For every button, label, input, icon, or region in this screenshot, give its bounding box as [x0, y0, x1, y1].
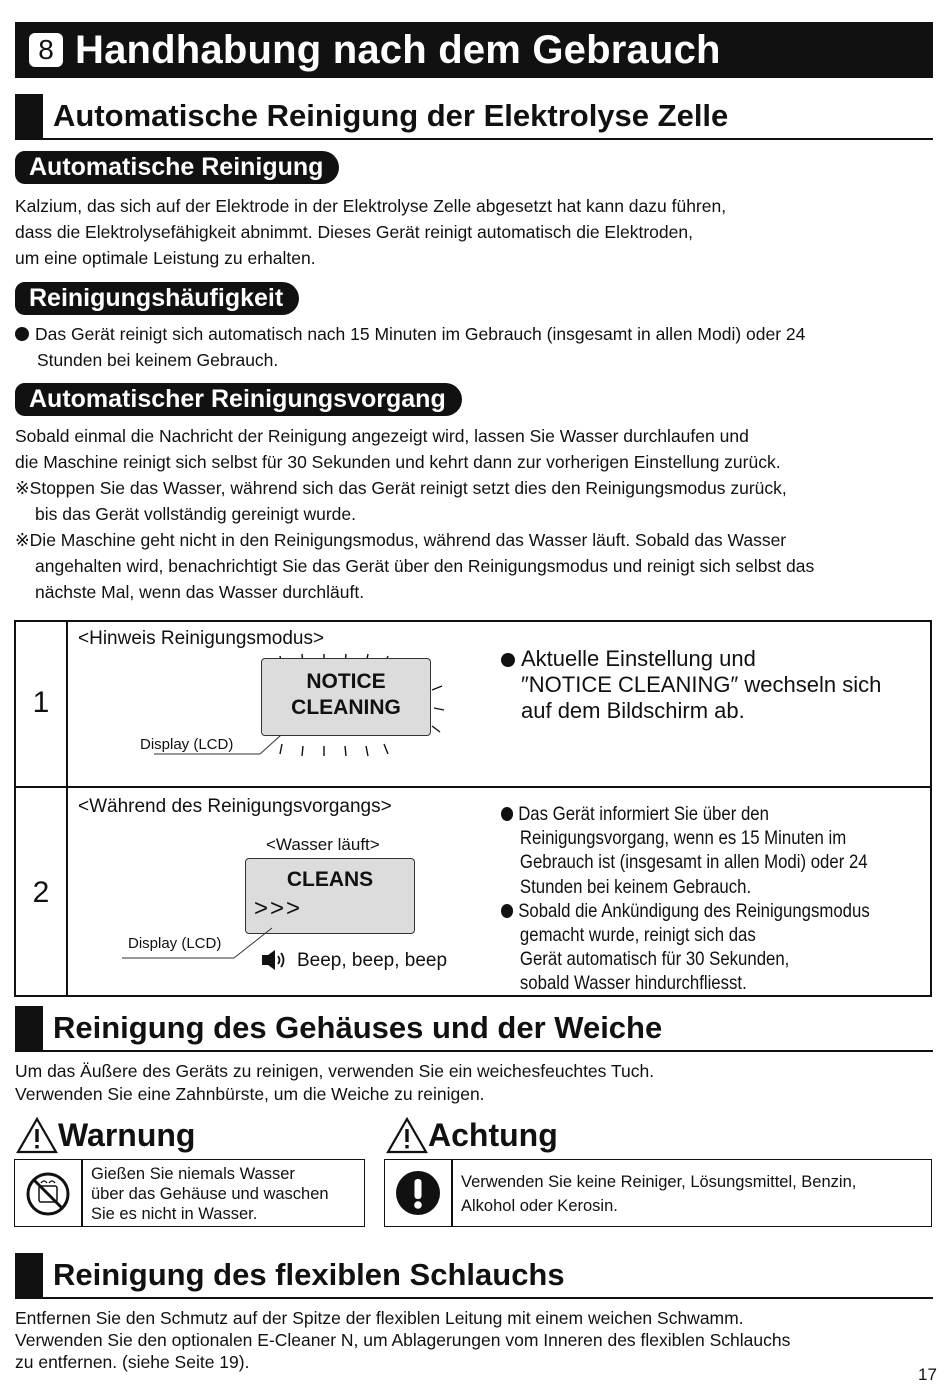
desc-line: [501, 802, 870, 826]
text-line: Sie es nicht in Wasser.: [91, 1205, 258, 1223]
text-line: Gerät automatisch für 30 Sekunden,: [519, 948, 790, 971]
bullet-icon: [501, 904, 513, 918]
display-label: Display (LCD): [128, 935, 222, 952]
text-line: die Maschine reinigt sich selbst für 30 Sekunden und kehrt dann zur vorherigen Einstellung zurück.: [15, 452, 781, 472]
caution-title: Achtung: [428, 1116, 558, 1153]
section-marker: [15, 1006, 43, 1050]
paragraph-process: [15, 423, 814, 605]
warning-box: [14, 1159, 365, 1227]
section-title: Reinigung des Gehäuses und der Weiche: [53, 1010, 663, 1045]
section-heading-hose: [15, 1253, 933, 1299]
lcd-text: >>>: [254, 895, 303, 922]
text-line: Reinigungsvorgang, wenn es 15 Minuten im: [519, 827, 847, 850]
section-marker: [15, 94, 43, 138]
box-divider: [81, 1160, 83, 1226]
paragraph-frequency: [15, 321, 805, 373]
step-heading: <Hinweis Reinigungsmodus>: [78, 628, 325, 649]
text-line: Gebrauch ist (insgesamt in allen Modi) oder 24: [519, 851, 868, 874]
bullet-item: [15, 321, 805, 347]
step-description: [501, 646, 881, 724]
warning-text: [91, 1164, 329, 1224]
caution-box: [384, 1159, 932, 1227]
text-line: Das Gerät informiert Sie über den: [518, 803, 769, 825]
text-line: Stunden bei keinem Gebrauch.: [519, 875, 752, 898]
warning-heading: [16, 1116, 195, 1154]
text-line: um eine optimale Leistung zu erhalten.: [15, 248, 316, 268]
section-title: Automatische Reinigung der Elektrolyse Zelle: [53, 98, 729, 133]
lcd-text: NOTICE: [306, 670, 386, 693]
note-line: nächste Mal, wenn das Wasser durchläuft.: [35, 582, 365, 602]
chapter-number: 8: [29, 33, 63, 67]
step-number: 1: [32, 686, 50, 719]
lcd-display: [261, 658, 431, 736]
text-line: gemacht wurde, reinigt sich das: [519, 924, 756, 947]
text-line: Sobald die Ankündigung des Reinigungsmodus: [518, 899, 870, 922]
text-line: Stunden bei keinem Gebrauch.: [37, 350, 279, 370]
text-line: sobald Wasser hindurchfliesst.: [519, 972, 747, 995]
cleaning-steps-table: [14, 620, 932, 997]
text-line: Aktuelle Einstellung und: [521, 646, 756, 671]
text-line: ″NOTICE CLEANING″ wechseln sich: [521, 672, 882, 697]
lcd-text: CLEANING: [291, 696, 401, 719]
text-line: zu entfernen. (siehe Seite 19).: [15, 1352, 250, 1372]
exclamation-icon: [395, 1170, 441, 1216]
text-line: Entfernen Sie den Schmutz auf der Spitze der flexiblen Leitung mit einem weichen Schwamm.: [15, 1308, 744, 1328]
text-line: dass die Elektrolysefähigkeit abnimmt. Dieses Gerät reinigt automatisch die Elektroden,: [15, 222, 693, 242]
text-line: Verwenden Sie keine Reiniger, Lösungsmittel, Benzin,: [461, 1173, 857, 1191]
warning-title: Warnung: [58, 1116, 196, 1153]
display-label: Display (LCD): [140, 736, 234, 753]
note-line: angehalten wird, benachrichtigt Sie das Gerät über den Reinigungsmodus und reinigt sich selbst das: [35, 556, 815, 576]
section-title: Reinigung des flexiblen Schlauchs: [53, 1257, 565, 1292]
paragraph-housing: [15, 1060, 654, 1106]
text-line: auf dem Bildschirm ab.: [521, 698, 745, 723]
lcd-text: CLEANS: [286, 868, 374, 891]
text-line: Um das Äußere des Geräts zu reinigen, verwenden Sie ein weichesfeuchtes Tuch.: [15, 1061, 655, 1081]
text-line: Verwenden Sie eine Zahnbürste, um die Weiche zu reinigen.: [15, 1084, 485, 1104]
desc-line: [501, 899, 870, 923]
no-water-icon: [25, 1171, 71, 1217]
step-description: [501, 802, 870, 996]
note-line: ※Stoppen Sie das Wasser, während sich das Gerät reinigt setzt dies den Reinigungsmodus zurück,: [15, 478, 787, 498]
bullet-icon: [501, 653, 515, 667]
bullet-icon: [501, 807, 513, 821]
chapter-title: Handhabung nach dem Gebrauch: [75, 27, 721, 72]
text-line: über das Gehäuse und waschen: [91, 1185, 329, 1203]
bullet-icon: [15, 327, 29, 341]
note-line: bis das Gerät vollständig gereinigt wurde.: [35, 504, 357, 524]
section-heading-housing: [15, 1006, 933, 1052]
text-line: Alkohol oder Kerosin.: [461, 1197, 618, 1215]
section-heading-electrolysis: [15, 94, 933, 140]
text-line: Verwenden Sie den optionalen E-Cleaner N, um Ablagerungen vom Inneren des flexiblen Schlauchs: [15, 1330, 791, 1350]
page-number: 17: [918, 1365, 937, 1384]
chapter-banner: [15, 22, 933, 78]
text-line: Das Gerät reinigt sich automatisch nach 15 Minuten im Gebrauch (insgesamt in allen Modi) oder 24: [35, 324, 806, 344]
caution-text: [461, 1170, 856, 1218]
subheading-frequency: Reinigungshäufigkeit: [15, 282, 299, 315]
table-divider: [66, 622, 68, 995]
warning-triangle-icon: [16, 1116, 58, 1154]
desc-line: [501, 646, 881, 672]
beep-text: Beep, beep, beep: [297, 950, 448, 971]
paragraph-auto-cleaning: [15, 193, 726, 271]
table-divider: [16, 786, 930, 788]
text-line: Kalzium, das sich auf der Elektrode in der Elektrolyse Zelle abgesetzt hat kann dazu führen,: [15, 196, 727, 216]
subheading-auto-cleaning: Automatische Reinigung: [15, 151, 339, 184]
speaker-icon: [261, 949, 287, 971]
subheading-process: Automatischer Reinigungsvorgang: [15, 383, 462, 416]
caution-heading: [386, 1116, 558, 1154]
paragraph-hose: [15, 1307, 790, 1373]
caution-triangle-icon: [386, 1116, 428, 1154]
water-running-label: <Wasser läuft>: [266, 835, 380, 854]
step-heading: <Während des Reinigungsvorgangs>: [78, 796, 392, 817]
section-marker: [15, 1253, 43, 1297]
box-divider: [451, 1160, 453, 1226]
step-number: 2: [32, 876, 50, 909]
text-line: Sobald einmal die Nachricht der Reinigung angezeigt wird, lassen Sie Wasser durchlaufen und: [15, 426, 749, 446]
text-line: Gießen Sie niemals Wasser: [91, 1165, 295, 1183]
note-line: ※Die Maschine geht nicht in den Reinigungsmodus, während das Wasser läuft. Sobald das Wasser: [15, 530, 787, 550]
